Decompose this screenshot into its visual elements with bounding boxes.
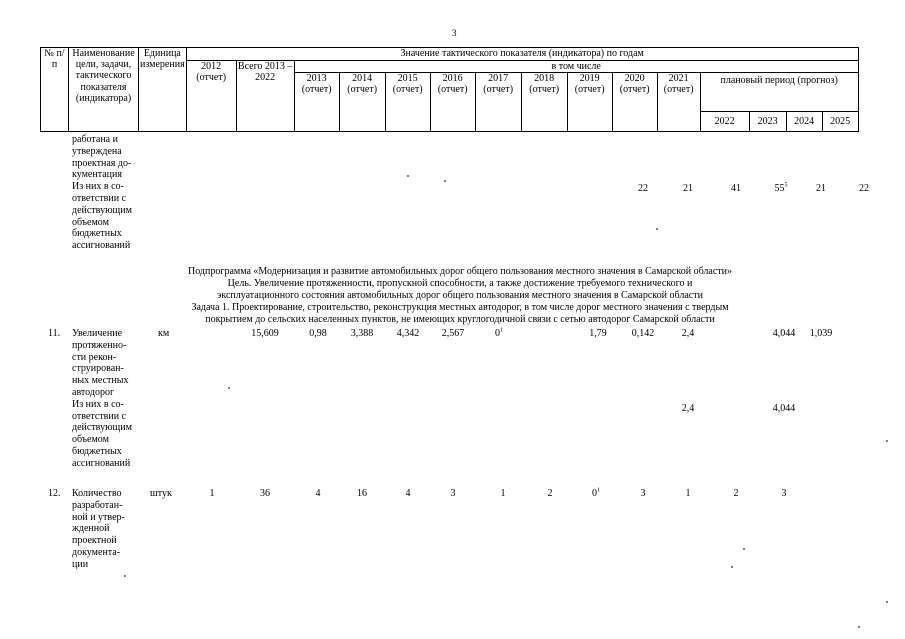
row-12-2017: 1: [500, 488, 506, 499]
scan-speck: [886, 601, 888, 603]
row-12-number: 12.: [48, 488, 61, 499]
row-prev-2025: 22: [859, 183, 869, 194]
scan-speck: [407, 175, 409, 177]
page-number: 3: [452, 28, 457, 38]
row-prev-2024: 21: [816, 183, 826, 194]
header-year-2014: 2014 (отчет): [339, 73, 385, 132]
row-11-2017: $0^1$: [495, 327, 503, 339]
header-total: Всего 2013 – 2022: [236, 61, 294, 132]
row-12-2015: 4: [405, 488, 411, 499]
subprogram-heading: Подпрограмма «Модернизация и развитие автомобильных дорог общего пользования местного значения в Самарской области» Цель. Увеличение протяженности, пропускной способности, а также достижение требуемого технического и эксплуатационного состояния автомобильных дорог общего пользования местного значения в Самарской области Задача 1. Проектирование, строительство, реконструкция местных автодорог, в том числе дорог местного значения с твердым покрытием до сельских населенных пунктов, не имеющих круглогодичной связи с сетью автодорог Самарской области: [187, 266, 733, 325]
header-plan-2022: 2022: [700, 112, 749, 132]
row-12-2012: 1: [209, 488, 215, 499]
scan-speck: [444, 180, 446, 182]
row-12-2020: 3: [640, 488, 646, 499]
header-year-2016: 2016 (отчет): [430, 73, 475, 132]
header-year-2020: 2020 (отчет): [612, 73, 657, 132]
scan-speck: [124, 575, 126, 577]
row-11-2015: 4,342: [396, 328, 420, 339]
header-indicator-title: Значение тактического показателя (индикатора) по годам: [186, 48, 858, 61]
row-11-sub-2021: 2,4: [681, 403, 695, 414]
row-12-unit: штук: [150, 488, 172, 499]
row-11-sub-2023: 4,044: [772, 403, 796, 414]
header-year-2017: 2017 (отчет): [475, 73, 521, 132]
row-12-2022: 2: [733, 488, 739, 499]
row-11-2020: 0,142: [631, 328, 655, 339]
row-prev-2021: 21: [683, 183, 693, 194]
row-11-unit: км: [158, 328, 170, 339]
row-11-2023: 4,044: [772, 328, 796, 339]
header-plan-2024: 2024: [786, 112, 822, 132]
row-11-2014: 3,388: [350, 328, 374, 339]
header-year-2015: 2015 (отчет): [385, 73, 430, 132]
row-11-total: 15,609: [251, 328, 279, 339]
header-plan-2023: 2023: [749, 112, 786, 132]
header-year-2019: 2019 (отчет): [567, 73, 612, 132]
row-12-2021: 1: [685, 488, 691, 499]
header-no: № п/п: [41, 48, 69, 132]
row-12-2023: 3: [781, 488, 787, 499]
header-year-2018: 2018 (отчет): [521, 73, 567, 132]
row-prev-2020: 22: [638, 183, 648, 194]
row-12-2014: 16: [357, 488, 367, 499]
header-unit: Единица измерения: [139, 48, 187, 132]
row-12-total: 36: [260, 488, 270, 499]
row-11-number: 11.: [48, 328, 61, 339]
row-prev-2023: $55^5$: [774, 182, 788, 194]
header-2012: 2012 (отчет): [186, 61, 236, 132]
scan-speck: [858, 626, 860, 628]
row-11-2019: 1,79: [589, 328, 607, 339]
scan-speck: [743, 548, 745, 550]
row-prev-label: работана и утверждена проектная до- кументация Из них в со- ответствии с действующим объемом бюджетных ассигнований: [72, 134, 132, 252]
scan-speck: [731, 566, 733, 568]
row-12-label: Количество разработан- ной и утвер- жденной проектной документа- ции: [72, 488, 125, 570]
row-11-label: Увеличение протяженно- сти рекон- струирован- ных местных автодорог Из них в со- ответствии с действующим объемом бюджетных ассигнований: [72, 328, 132, 469]
scan-speck: [656, 228, 658, 230]
row-12-2013: 4: [315, 488, 321, 499]
header-in-total: в том числе: [294, 61, 858, 73]
row-12-2019: $0^1$: [592, 487, 600, 499]
row-11-2024: 1,039: [809, 328, 833, 339]
header-year-2013: 2013 (отчет): [294, 73, 339, 132]
row-12-2016: 3: [450, 488, 456, 499]
header-plan-2025: 2025: [822, 112, 858, 132]
row-11-2016: 2,567: [441, 328, 465, 339]
row-11-2013: 0,98: [309, 328, 327, 339]
header-plan-period: плановый период (прогноз): [700, 73, 858, 112]
row-12-2018: 2: [547, 488, 553, 499]
row-11-2021: 2,4: [681, 328, 695, 339]
header-year-2021: 2021 (отчет): [657, 73, 700, 132]
scan-speck: [886, 440, 888, 442]
scan-speck: [228, 387, 230, 389]
header-name: Наименование цели, задачи, тактического показателя (индикатора): [69, 48, 139, 132]
row-prev-2022: 41: [731, 183, 741, 194]
